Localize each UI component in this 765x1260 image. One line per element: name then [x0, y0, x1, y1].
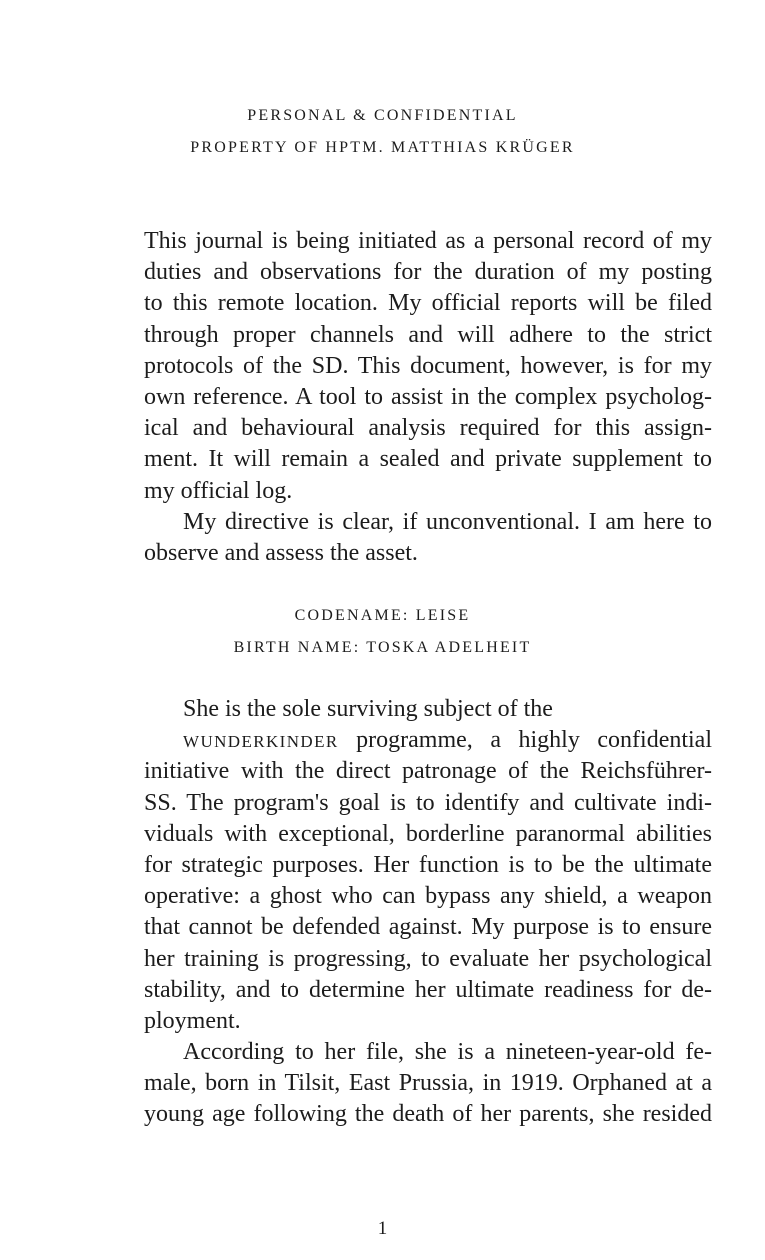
header-line-property: PROPERTY OF HPTM. MATTHIAS KRÜGER [190, 139, 575, 156]
subject-header [0, 600, 765, 664]
text-line: ical and behavioural analysis required for this assign- [144, 415, 712, 442]
programme-name: WUNDERKINDER [183, 732, 339, 752]
text-line: young age following the death of her parents, she resided [144, 1101, 712, 1128]
text-line: ment. It will remain a sealed and private supplement to [144, 446, 712, 473]
text-line: stability, and to determine her ultimate readiness for de- [144, 976, 712, 1003]
text-line: through proper channels and will adhere to the strict [144, 321, 712, 348]
text-line: to this remote location. My official reports will be filed [144, 290, 712, 317]
text-line: This journal is being initiated as a personal record of my [144, 228, 712, 254]
text-line: My directive is clear, if unconventional. I am here to [183, 508, 712, 535]
text-line: initiative with the direct patronage of the Reichsführer- [144, 758, 712, 785]
journal-intro [144, 226, 712, 569]
page-header [0, 100, 765, 164]
subject-birth-name: BIRTH NAME: TOSKA ADELHEIT [233, 639, 532, 656]
page-number: 1 [377, 1218, 388, 1239]
text-line: duties and observations for the duration of my posting [144, 259, 712, 286]
text-line: operative: a ghost who can bypass any shield, a weapon [144, 883, 712, 910]
text-line: for strategic purposes. Her function is to be the ultimate [144, 851, 712, 878]
text-line: ployment. [144, 1007, 241, 1034]
text-line: that cannot be defended against. My purpose is to ensure [144, 914, 712, 941]
text-line: her training is progressing, to evaluate her psychological [144, 945, 712, 972]
text-line: own reference. A tool to assist in the complex psycholog- [144, 383, 712, 410]
subject-description [144, 694, 712, 1131]
text-line: viduals with exceptional, borderline paranormal abilities [144, 820, 712, 847]
text-line: According to her file, she is a nineteen-year-old fe- [183, 1039, 712, 1066]
text-line: male, born in Tilsit, East Prussia, in 1919. Orphaned at a [144, 1070, 712, 1097]
text-line: protocols of the SD. This document, however, is for my [144, 352, 712, 379]
subject-codename: CODENAME: LEISE [294, 607, 471, 624]
header-line-confidential: PERSONAL & CONFIDENTIAL [247, 107, 518, 124]
text-line: observe and assess the asset. [144, 539, 418, 566]
text-fragment: programme, a highly confidential [338, 727, 712, 754]
text-line: SS. The program's goal is to identify and cultivate indi- [144, 789, 712, 816]
text-line: She is the sole surviving subject of the [183, 696, 553, 722]
text-line: my official log. [144, 477, 293, 504]
text-line [144, 725, 712, 756]
